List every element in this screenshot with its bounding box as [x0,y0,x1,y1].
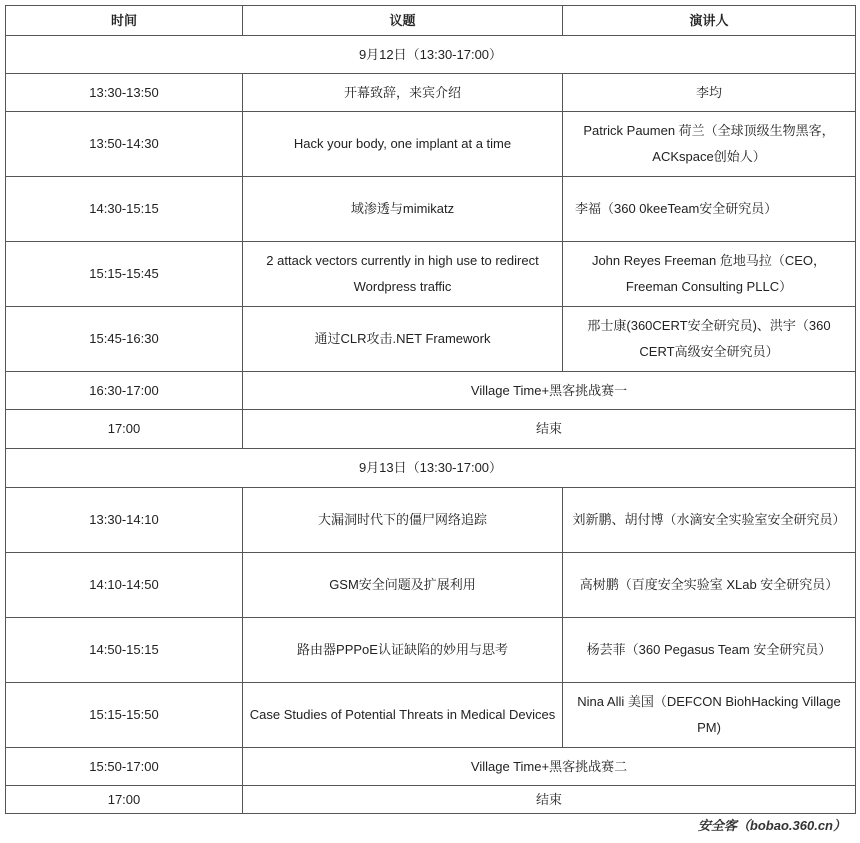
header-time: 时间 [6,6,243,36]
topic-cell: 开幕致辞，来宾介绍 [243,74,563,112]
time-cell: 15:45-16:30 [6,307,243,372]
speaker-cell: John Reyes Freeman 危地马拉（CEO，Freeman Consulting PLLC） [563,242,856,307]
topic-cell: 域渗透与mimikatz [243,177,563,242]
time-cell: 13:30-13:50 [6,74,243,112]
topic-cell: 路由器PPPoE认证缺陷的妙用与思考 [243,618,563,683]
topic-cell: GSM安全问题及扩展利用 [243,553,563,618]
speaker-cell: 李福（360 0keeTeam安全研究员） [563,177,856,242]
speaker-cell: 刘新鹏、胡付博（水滴安全实验室安全研究员） [563,488,856,553]
day-row [6,36,856,74]
table-row [6,618,856,683]
topic-cell: Case Studies of Potential Threats in Medical Devices [243,683,563,748]
table-row [6,488,856,553]
merged-cell: Village Time+黑客挑战赛二 [243,748,856,786]
table-row [6,242,856,307]
table-row [6,372,856,410]
agenda-table [5,5,856,814]
time-cell: 15:15-15:45 [6,242,243,307]
time-cell: 17:00 [6,410,243,449]
time-cell: 16:30-17:00 [6,372,243,410]
table-row [6,112,856,177]
time-cell: 14:10-14:50 [6,553,243,618]
time-cell: 14:50-15:15 [6,618,243,683]
time-cell: 13:30-14:10 [6,488,243,553]
day-title: 9月13日（13:30-17:00） [6,449,856,488]
time-cell: 15:15-15:50 [6,683,243,748]
header-topic: 议题 [243,6,563,36]
time-cell: 14:30-15:15 [6,177,243,242]
table-row [6,553,856,618]
header-speaker: 演讲人 [563,6,856,36]
time-cell: 17:00 [6,786,243,814]
speaker-cell: 李均 [563,74,856,112]
header-row [6,6,856,36]
table-row [6,177,856,242]
topic-cell: Hack your body, one implant at a time [243,112,563,177]
merged-cell: 结束 [243,410,856,449]
time-cell: 13:50-14:30 [6,112,243,177]
time-cell: 15:50-17:00 [6,748,243,786]
topic-cell: 通过CLR攻击.NET Framework [243,307,563,372]
day-row [6,449,856,488]
speaker-cell: Patrick Paumen 荷兰（全球顶级生物黑客，ACKspace创始人） [563,112,856,177]
topic-cell: 2 attack vectors currently in high use to redirect Wordpress traffic [243,242,563,307]
merged-cell: Village Time+黑客挑战赛一 [243,372,856,410]
topic-cell: 大漏洞时代下的僵尸网络追踪 [243,488,563,553]
speaker-cell: 杨芸菲（360 Pegasus Team 安全研究员） [563,618,856,683]
speaker-cell: 高树鹏（百度安全实验室 XLab 安全研究员） [563,553,856,618]
table-row [6,307,856,372]
source-watermark: 安全客（bobao.360.cn） [697,818,846,833]
table-row [6,74,856,112]
table-row [6,748,856,786]
speaker-cell: 邢士康(360CERT安全研究员)、洪宇（360 CERT高级安全研究员） [563,307,856,372]
merged-cell: 结束 [243,786,856,814]
table-row [6,683,856,748]
table-row [6,410,856,449]
day-title: 9月12日（13:30-17:00） [6,36,856,74]
table-row [6,786,856,814]
speaker-cell: Nina Alli 美国（DEFCON BiohHacking Village PM) [563,683,856,748]
